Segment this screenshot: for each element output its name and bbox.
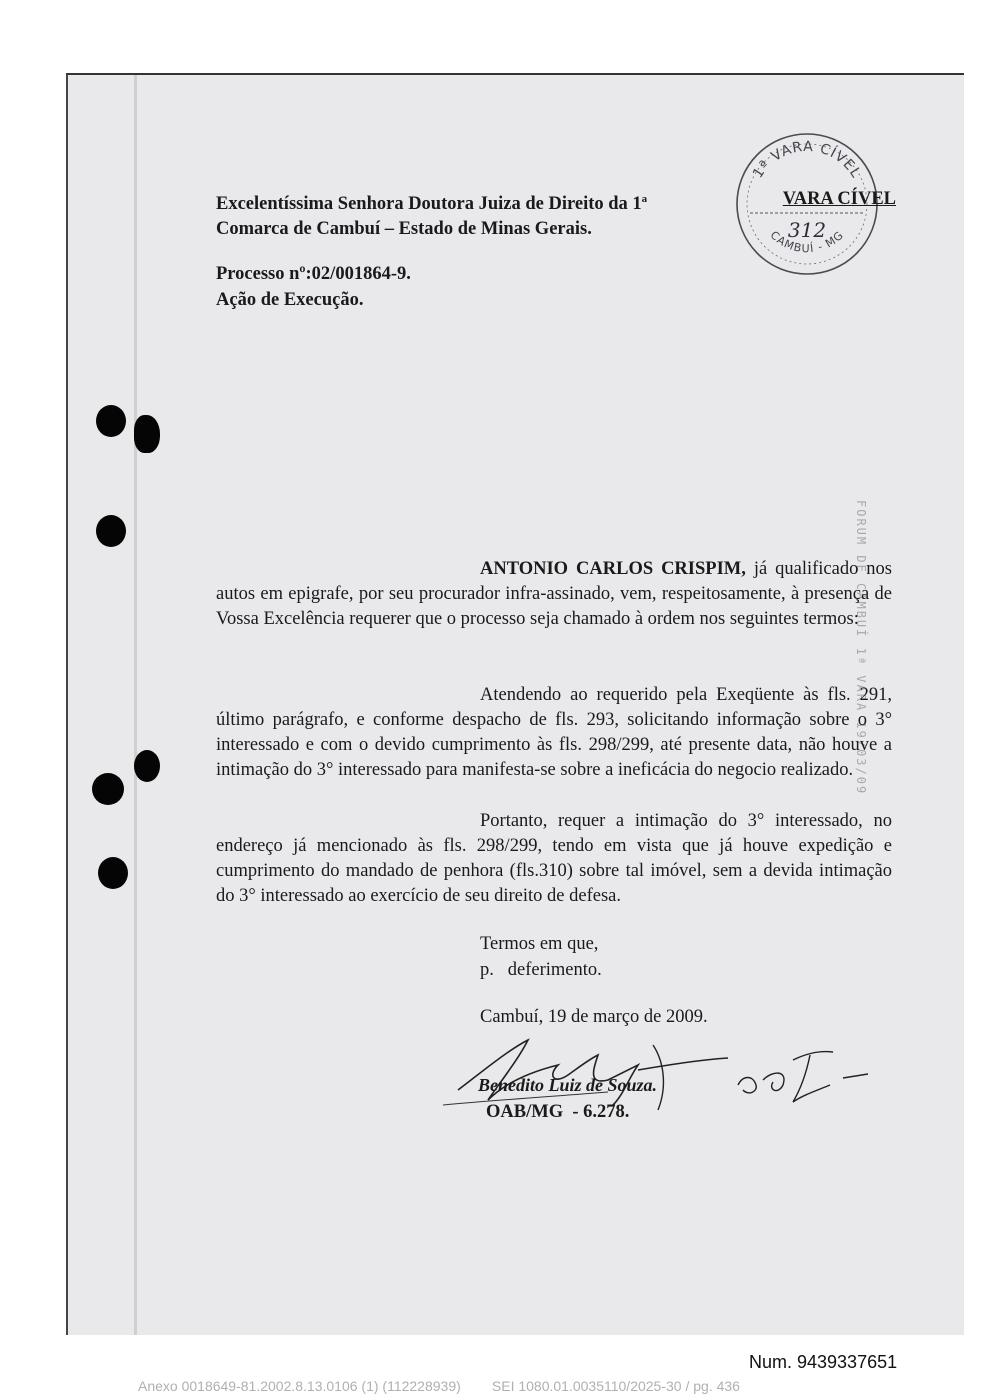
date-line: Cambuí, 19 de março de 2009. <box>480 1007 708 1027</box>
addressee-line-2: Comarca de Cambuí – Estado de Minas Gerais. <box>216 219 592 240</box>
closing-block <box>480 931 602 983</box>
paragraph-2-text: Atendendo ao requerido pela Exeqüente às fls. 291, último parágrafo, e conforme despacho de fls. 293, solicitando informação sobre o 3° interessado e com o devido cumprimento às fls. 298/299, até presente data, não houve a intimação do 3° interessado para manifesta-se sobre a ineficácia do negocio realizado. <box>216 685 892 780</box>
signer-oab: OAB/MG - 6.278. <box>486 1102 630 1122</box>
stamp-bottom-text: CAMBUÍ - MG <box>767 228 847 256</box>
page-fold-line <box>134 75 137 1335</box>
side-protocol-stamp: FORUM DE CAMBUÍ 1ª VARA 19/03/09 <box>854 500 868 796</box>
punch-hole <box>92 773 124 805</box>
signer-name: Benedito Luiz de Souza. <box>478 1075 658 1095</box>
stamp-top-text: 1ª VARA CÍVEL <box>749 138 865 182</box>
punch-hole <box>134 750 160 782</box>
paragraph-3 <box>216 809 892 909</box>
punch-hole <box>98 857 128 889</box>
process-number: Processo nº:02/001864-9. <box>216 264 411 284</box>
party-name: ANTONIO CARLOS CRISPIM, <box>480 559 746 579</box>
punch-hole <box>96 405 126 437</box>
court-name: VARA CÍVEL <box>782 189 896 209</box>
addressee-text: Excelentíssima Senhora Doutora Juiza de Direito da 1$^a$ <box>216 193 648 215</box>
scanned-page <box>66 73 964 1335</box>
punch-hole <box>96 515 126 547</box>
process-action: Ação de Execução. <box>216 290 364 310</box>
paragraph-3-text: Portanto, requer a intimação do 3° interessado, no endereço já mencionado às fls. 298/299, tendo em vista que já houve expedição e cumprimento do mandado de penhora (fls.310) sobre tal imóvel, sem a devida intimação do 3° interessado ao exercício de seu direito de defesa. <box>216 811 892 906</box>
process-info <box>216 261 411 313</box>
document-number: Num. 9439337651 <box>749 1352 898 1372</box>
addressee-line-1 <box>216 187 896 217</box>
stamp-number: 312 <box>787 218 827 242</box>
paragraph-1-text: já qualificado nos autos em epigrafe, por seu procurador infra-assinado, vem, respeitosamente, à presença de Vossa Excelência requerer que o processo seja chamado à ordem nos seguintes termos: <box>216 559 892 629</box>
closing-line-2: p. deferimento. <box>480 960 602 980</box>
paragraph-2 <box>216 683 892 783</box>
svg-text:1ª VARA CÍVEL <box>750 139 864 181</box>
annex-reference: Anexo 0018649-81.2002.8.13.0106 (1) (112228939) SEI 1080.01.0035110/2025-30 / pg. 436 <box>138 1378 740 1394</box>
punch-hole <box>134 415 160 453</box>
addressee-header <box>216 187 896 242</box>
paragraph-1 <box>216 557 892 632</box>
closing-line-1: Termos em que, <box>480 934 599 954</box>
